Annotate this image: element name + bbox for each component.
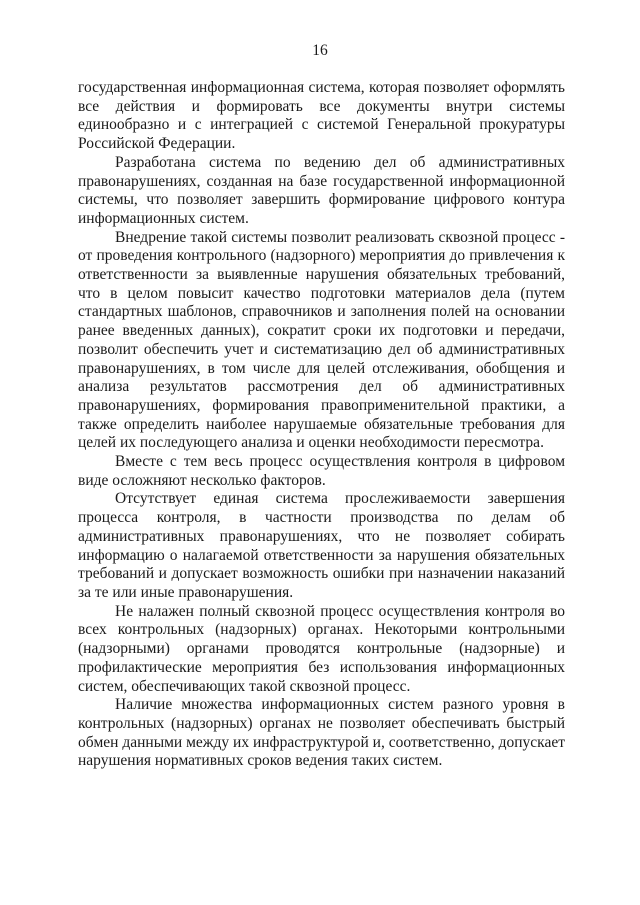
paragraph-2: Разработана система по ведению дел об административных правонарушениях, созданная на базе государственной информационной системы, что позволяет завершить формирование цифрового контура информационных систем. xyxy=(78,153,565,227)
paragraph-1: государственная информационная система, которая позволяет оформлять все действия и формировать все документы внутри системы единообразно и с интеграцией с системой Генеральной прокуратуры Российской Федерации. xyxy=(78,79,565,153)
body-text xyxy=(78,79,565,771)
paragraph-3: Внедрение такой системы позволит реализовать сквозной процесс - от проведения контрольного (надзорного) мероприятия до привлечения к ответственности за выявленные нарушения обязательных требований, что в целом повысит качество подготовки материалов дела (путем стандартных шаблонов, справочников и заполнения полей на основании ранее введенных данных), сократит сроки их подготовки и передачи, позволит обеспечить учет и систематизацию дел об административных правонарушениях, в том числе для целей отслеживания, обобщения и анализа результатов рассмотрения дел об административных правонарушениях, формирования правоприменительной практики, а также определить наиболее нарушаемые обязательные требования для целей их последующего анализа и оценки необходимости пересмотра. xyxy=(78,228,565,452)
paragraph-5: Отсутствует единая система прослеживаемости завершения процесса контроля, в частности производства по делам об административных правонарушениях, что не позволяет собирать информацию о налагаемой ответственности за нарушения обязательных требований и допускает возможность ошибки при назначении наказаний за те или иные правонарушения. xyxy=(78,490,565,601)
paragraph-4: Вместе с тем весь процесс осуществления контроля в цифровом виде осложняют несколько факторов. xyxy=(78,453,565,489)
paragraph-7: Наличие множества информационных систем разного уровня в контрольных (надзорных) органах не позволяет обеспечивать быстрый обмен данными между их инфраструктурой и, соответственно, допускает нарушения нормативных сроков ведения таких систем. xyxy=(78,696,565,770)
paragraph-6: Не налажен полный сквозной процесс осуществления контроля во всех контрольных (надзорных) органах. Некоторыми контрольными (надзорными) органами проводятся контрольные (надзорные) и профилактические мероприятия без использования информационных систем, обеспечивающих такой сквозной процесс. xyxy=(78,602,565,695)
page-number: 16 xyxy=(312,42,328,59)
